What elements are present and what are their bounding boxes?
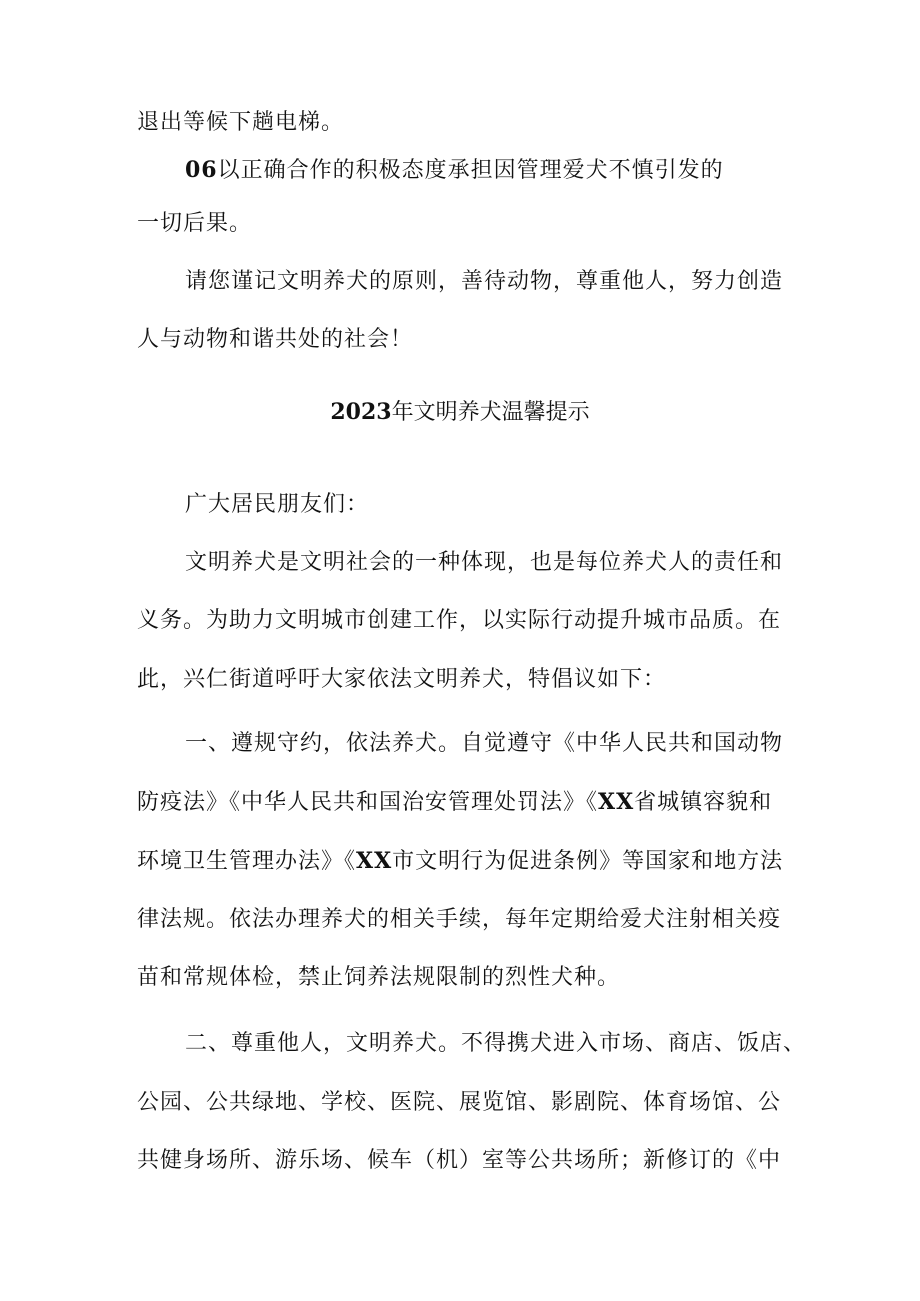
greeting: 广大居民朋友们： (185, 492, 370, 517)
text-line: 一切后果。 (137, 211, 253, 236)
text-segment: XX (598, 789, 635, 815)
text-line: 义务。为助力文明城市创建工作，以实际行动提升城市品质。在 (137, 608, 782, 633)
text-line (137, 846, 783, 877)
text-line: 人与动物和谐共处的社会！ (137, 327, 414, 352)
text-line: 公园、公共绿地、学校、医院、展览馆、影剧院、体育场馆、公 (137, 1090, 782, 1115)
text-line: 二、尊重他人，文明养犬。不得携犬进入市场、商店、饭店、 (185, 1031, 807, 1056)
text-line: 苗和常规体检，禁止饲养法规限制的烈性犬种。 (137, 965, 621, 990)
text-line: 律法规。依法办理养犬的相关手续，每年定期给爱犬注射相关疫 (137, 907, 782, 932)
text-line: 请您谨记文明养犬的原则，善待动物，尊重他人，努力创造 (185, 269, 784, 294)
document-title (0, 397, 920, 428)
text-segment: 市文明行为促进条例》等国家和地方法 (392, 849, 784, 874)
title-text: 年文明养犬温馨提示 (391, 400, 590, 425)
text-line: 共健身场所、游乐场、候车（机）室等公共场所；新修订的《中 (137, 1148, 782, 1173)
item-text: 以正确合作的积极态度承担因管理爱犬不慎引发的 (217, 158, 724, 183)
text-segment: 环境卫生管理办法》《 (137, 849, 357, 874)
item-06-line (185, 155, 724, 186)
text-segment: 防疫法》《中华人民共和国治安管理处罚法》《 (137, 790, 599, 815)
text-line (137, 787, 772, 818)
text-line: 退出等候下趟电梯。 (137, 110, 345, 135)
text-line: 此，兴仁街道呼吁大家依法文明养犬，特倡议如下： (137, 667, 667, 692)
text-segment: 省城镇容貌和 (634, 790, 773, 815)
text-line: 一、遵规守约，依法养犬。自觉遵守《中华人民共和国动物 (185, 731, 784, 756)
text-line: 文明养犬是文明社会的一种体现，也是每位养犬人的责任和 (185, 550, 784, 575)
item-number: 06 (185, 157, 218, 183)
text-segment: XX (356, 848, 393, 874)
title-year: 2023 (330, 399, 392, 425)
